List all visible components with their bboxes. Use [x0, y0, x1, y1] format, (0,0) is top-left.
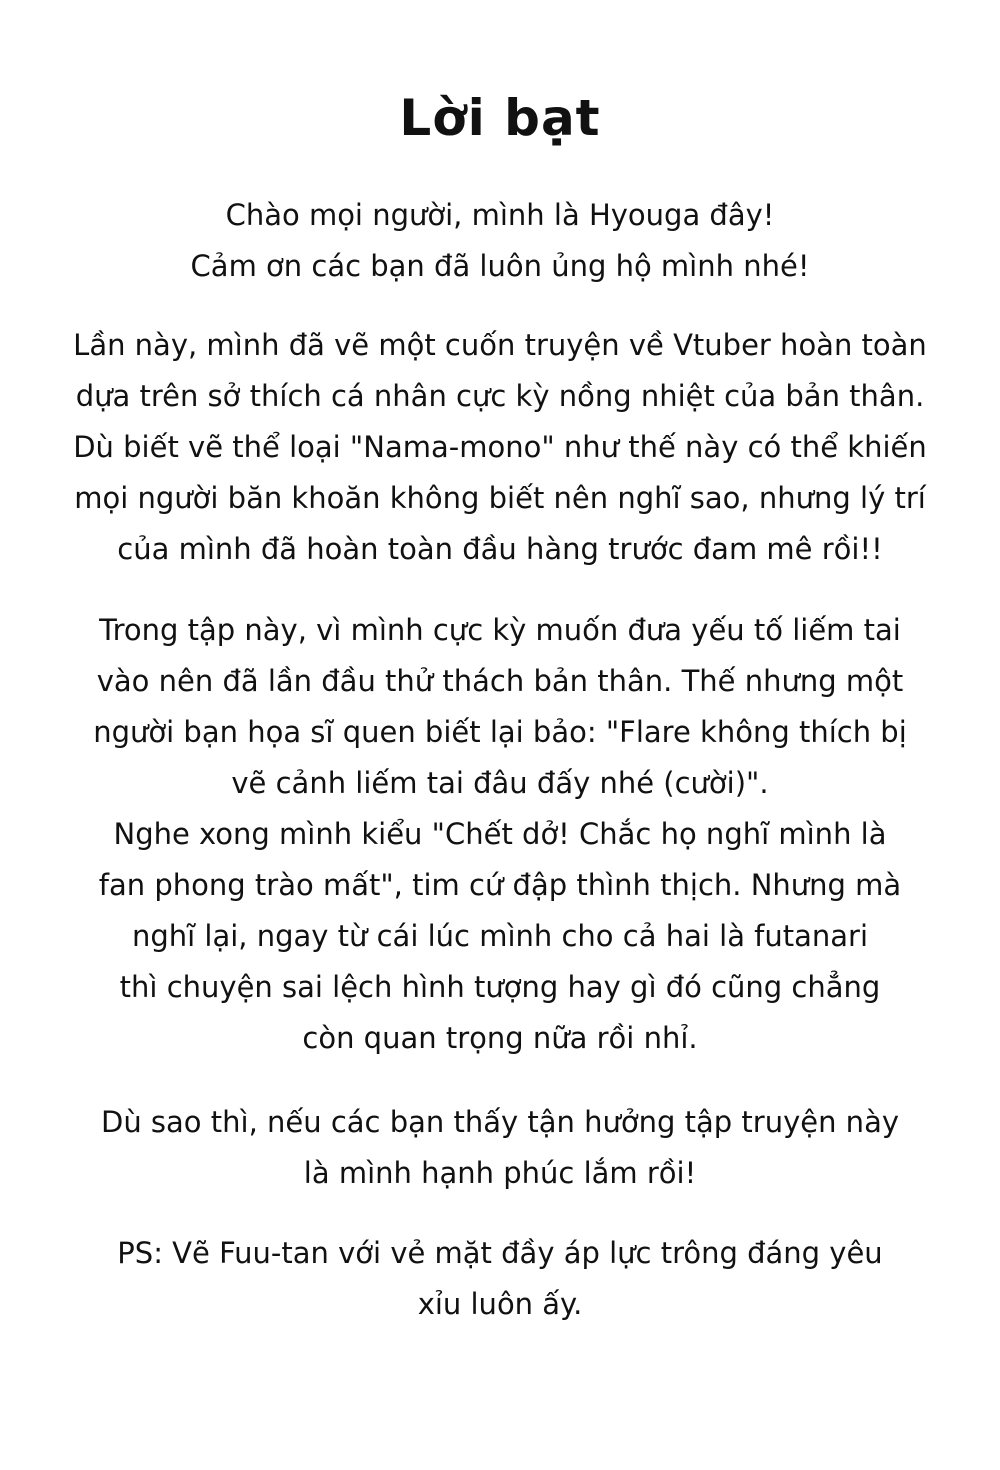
closing-paragraph: [40, 1097, 960, 1199]
text-line: Nghe xong mình kiểu "Chết dở! Chắc họ nghĩ mình là: [113, 817, 887, 851]
text-line: là mình hạnh phúc lắm rồi!: [303, 1156, 697, 1190]
text-line: Chào mọi người, mình là Hyouga đây!: [225, 198, 775, 232]
text-line: thì chuyện sai lệch hình tượng hay gì đó cũng chẳng: [119, 970, 881, 1004]
text-line: Lần này, mình đã vẽ một cuốn truyện về Vtuber hoàn toàn: [73, 328, 927, 362]
text-line: mọi người băn khoăn không biết nên nghĩ sao, nhưng lý trí: [74, 481, 926, 515]
text-line: của mình đã hoàn toàn đầu hàng trước đam mê rồi!!: [117, 532, 883, 566]
intro-paragraph: [40, 320, 960, 575]
text-line: Dù sao thì, nếu các bạn thấy tận hưởng tập truyện này: [101, 1105, 899, 1139]
text-line: vẽ cảnh liếm tai đâu đấy nhé (cười)".: [231, 766, 769, 800]
page-title: Lời bạt: [399, 89, 601, 147]
text-line: người bạn họa sĩ quen biết lại bảo: "Flare không thích bị: [93, 715, 907, 749]
text-line: fan phong trào mất", tim cứ đập thình thịch. Nhưng mà: [98, 868, 902, 902]
text-line: dựa trên sở thích cá nhân cực kỳ nồng nhiệt của bản thân.: [75, 379, 925, 413]
postscript-paragraph: [40, 1228, 960, 1330]
text-line: Cảm ơn các bạn đã luôn ủng hộ mình nhé!: [190, 249, 810, 283]
text-line: vào nên đã lần đầu thử thách bản thân. Thế nhưng một: [96, 664, 904, 698]
text-line: Trong tập này, vì mình cực kỳ muốn đưa yếu tố liếm tai: [99, 613, 901, 647]
text-line: Dù biết vẽ thể loại "Nama-mono" như thế này có thể khiến: [73, 430, 927, 464]
text-line: nghĩ lại, ngay từ cái lúc mình cho cả hai là futanari: [131, 919, 869, 953]
text-line: còn quan trọng nữa rồi nhỉ.: [302, 1021, 698, 1055]
text-line: xỉu luôn ấy.: [417, 1287, 583, 1321]
greeting-paragraph: [40, 190, 960, 292]
text-line: PS: Vẽ Fuu-tan với vẻ mặt đầy áp lực trông đáng yêu: [117, 1236, 883, 1270]
story-paragraph: [40, 605, 960, 1064]
